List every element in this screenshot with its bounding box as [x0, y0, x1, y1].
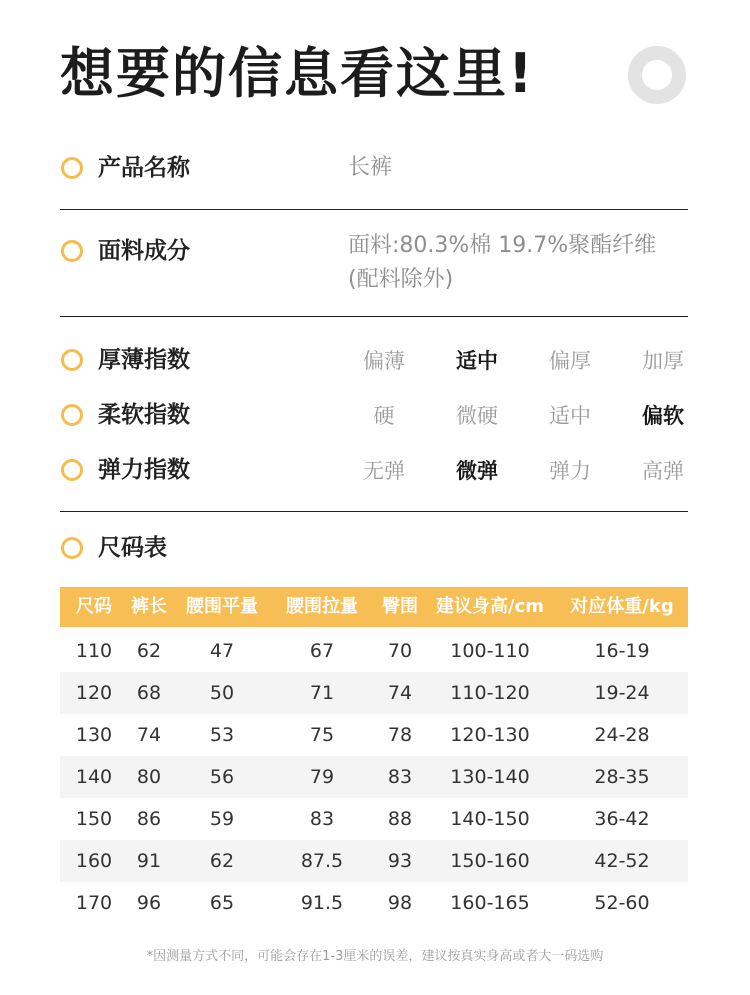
bullet-icon [61, 404, 83, 426]
table-cell: 53 [209, 724, 235, 746]
table-cell: 100-110 [450, 640, 530, 662]
table-header-cell: 裤长 [131, 596, 167, 617]
table-cell: 160-165 [450, 892, 530, 914]
table-header-cell: 腰围拉量 [286, 596, 358, 617]
table-cell: 150-160 [450, 850, 530, 872]
table-cell: 67 [309, 640, 335, 662]
table-cell: 74 [136, 724, 162, 746]
index-option-selected: 微弹 [456, 459, 498, 483]
index-option: 微硬 [456, 404, 498, 428]
table-cell: 16-19 [594, 640, 650, 662]
fabric-value-line1: 面料:80.3%棉 19.7%聚酯纤维 [348, 233, 657, 258]
table-row [60, 882, 688, 924]
table-cell: 140 [75, 766, 113, 788]
table-cell: 68 [136, 682, 162, 704]
table-cell: 91 [136, 850, 162, 872]
table-cell: 120 [75, 682, 113, 704]
table-cell: 52-60 [594, 892, 650, 914]
table-header-cell: 尺码 [76, 596, 112, 617]
table-cell: 170 [75, 892, 113, 914]
table-cell: 59 [209, 808, 235, 830]
index-option: 偏薄 [363, 349, 405, 373]
fabric-label: 面料成分 [98, 238, 190, 264]
page-title: 想要的信息看这里! [60, 42, 535, 105]
table-row [60, 714, 688, 756]
table-cell: 110 [75, 640, 113, 662]
table-cell: 80 [136, 766, 162, 788]
table-header-cell: 对应体重/kg [570, 596, 674, 617]
bullet-icon [61, 157, 83, 179]
table-cell: 74 [387, 682, 413, 704]
index-option: 弹力 [549, 459, 591, 483]
table-cell: 75 [309, 724, 335, 746]
table-cell: 47 [209, 640, 235, 662]
bullet-icon [61, 240, 83, 262]
table-row [60, 798, 688, 840]
table-cell: 83 [309, 808, 335, 830]
table-cell: 28-35 [594, 766, 650, 788]
index-label: 厚薄指数 [98, 347, 190, 373]
bullet-icon [61, 459, 83, 481]
table-cell: 36-42 [594, 808, 650, 830]
table-cell: 86 [136, 808, 162, 830]
table-cell: 65 [209, 892, 235, 914]
table-cell: 130 [75, 724, 113, 746]
table-cell: 120-130 [450, 724, 530, 746]
index-label: 弹力指数 [98, 457, 190, 483]
table-cell: 71 [309, 682, 335, 704]
divider [60, 209, 688, 210]
table-row [60, 756, 688, 798]
table-cell: 56 [209, 766, 235, 788]
fabric-value-line2: (配料除外) [348, 267, 454, 292]
product-name-label: 产品名称 [98, 155, 190, 181]
table-cell: 50 [209, 682, 235, 704]
index-option: 适中 [549, 404, 591, 428]
table-cell: 62 [136, 640, 162, 662]
ring-decoration-icon [628, 46, 686, 104]
table-header-cell: 臀围 [382, 596, 418, 617]
footnote: *因测量方式不同，可能会存在1-3厘米的误差，建议按真实身高或者大一码选购 [146, 949, 604, 964]
table-cell: 83 [387, 766, 413, 788]
table-cell: 96 [136, 892, 162, 914]
size-chart-label: 尺码表 [98, 535, 167, 561]
table-cell: 62 [209, 850, 235, 872]
table-row [60, 672, 688, 714]
table-cell: 87.5 [300, 850, 344, 872]
table-cell: 110-120 [450, 682, 530, 704]
bullet-icon [61, 537, 83, 559]
table-cell: 93 [387, 850, 413, 872]
index-label: 柔软指数 [98, 402, 190, 428]
table-cell: 79 [309, 766, 335, 788]
table-cell: 160 [75, 850, 113, 872]
index-option: 硬 [373, 404, 395, 428]
table-row [60, 630, 688, 672]
table-cell: 24-28 [594, 724, 650, 746]
table-cell: 19-24 [594, 682, 650, 704]
index-option: 加厚 [642, 349, 684, 373]
table-cell: 130-140 [450, 766, 530, 788]
product-name-value: 长裤 [348, 155, 393, 180]
table-cell: 88 [387, 808, 413, 830]
table-cell: 78 [387, 724, 413, 746]
table-header-cell: 腰围平量 [186, 596, 258, 617]
table-header-cell: 建议身高/cm [436, 596, 544, 617]
table-cell: 42-52 [594, 850, 650, 872]
divider [60, 316, 688, 317]
bullet-icon [61, 349, 83, 371]
table-cell: 91.5 [300, 892, 344, 914]
table-cell: 70 [387, 640, 413, 662]
index-option: 无弹 [363, 459, 405, 483]
divider [60, 511, 688, 512]
index-option: 偏厚 [549, 349, 591, 373]
index-option-selected: 偏软 [642, 404, 684, 428]
table-cell: 140-150 [450, 808, 530, 830]
index-option: 高弹 [642, 459, 684, 483]
size-table-header [60, 587, 688, 627]
table-cell: 150 [75, 808, 113, 830]
table-cell: 98 [387, 892, 413, 914]
index-option-selected: 适中 [456, 349, 498, 373]
table-row [60, 840, 688, 882]
